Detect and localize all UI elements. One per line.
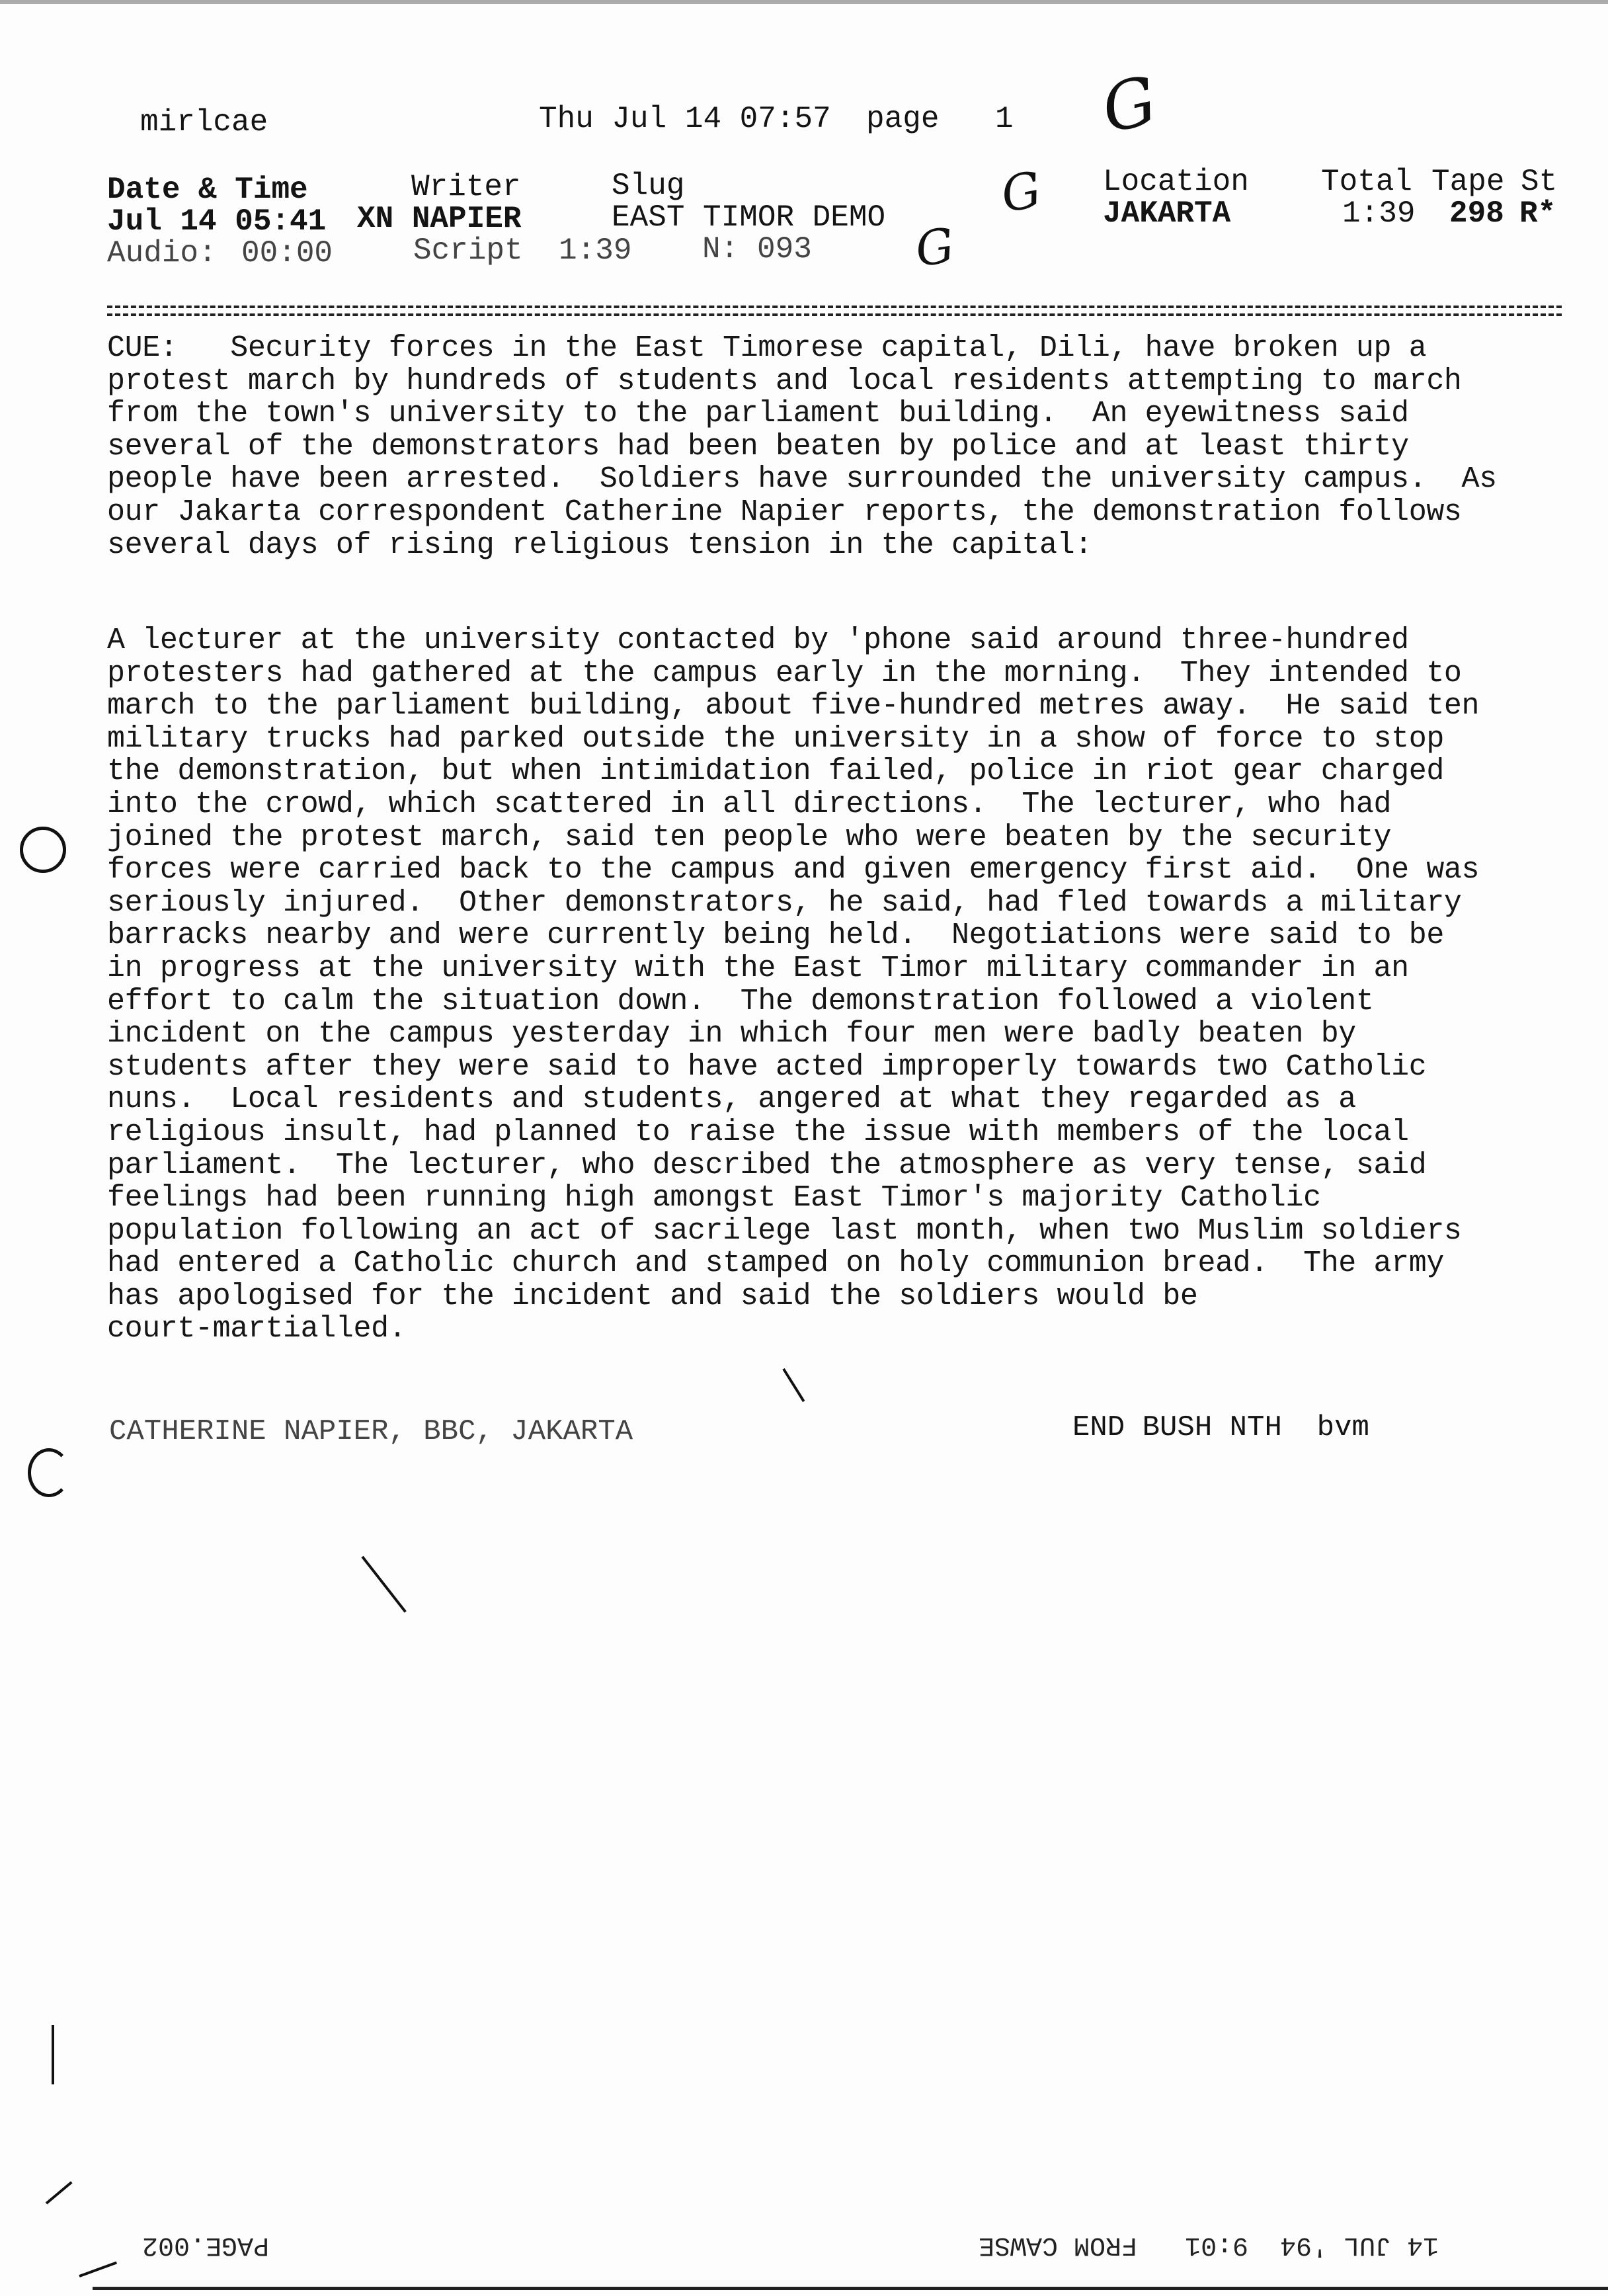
- story-line: the demonstration, but when intimidation failed, police in riot gear charged: [107, 755, 1444, 789]
- story-line: parliament. The lecturer, who described the atmosphere as very tense, said: [107, 1148, 1427, 1182]
- date-time-value: Jul 14 05:41: [107, 204, 327, 239]
- story-line: had entered a Catholic church and stamped on holy communion bread. The army: [107, 1247, 1444, 1281]
- cue-block: [107, 332, 1555, 561]
- st-value: R*: [1519, 196, 1556, 231]
- story-line: in progress at the university with the East Timor military commander in an: [107, 951, 1409, 985]
- fax-page-inverted: PAGE.002: [142, 2230, 270, 2260]
- cue-line-1: CUE: Security forces in the East Timorese capital, Dili, have broken up a: [107, 331, 1427, 365]
- story-line: nuns. Local residents and students, angered at what they regarded as a: [107, 1083, 1356, 1117]
- scan-edge-bottom: [93, 2287, 1608, 2290]
- location-label: Location: [1103, 165, 1249, 199]
- handwritten-initials-1: G: [1095, 61, 1164, 149]
- total-label: Total: [1321, 165, 1413, 199]
- story-line: joined the protest march, said ten people who were beaten by the security: [107, 820, 1392, 854]
- binder-hole: [28, 1448, 70, 1497]
- scan-mark: [52, 2025, 54, 2084]
- page-label: page: [866, 102, 940, 136]
- writer-label: Writer: [411, 170, 521, 204]
- st-label: St: [1521, 165, 1558, 199]
- story-line: military trucks had parked outside the university in a show of force to stop: [107, 721, 1444, 756]
- cue-line-2: protest march by hundreds of students and local residents attempting to march: [107, 364, 1462, 398]
- date-time-label: Date & Time: [107, 173, 308, 207]
- story-line: seriously injured. Other demonstrators, he said, had fled towards a military: [107, 885, 1462, 920]
- slug-label: Slug: [612, 169, 685, 203]
- audio-label: Audio:: [107, 236, 217, 270]
- story-line: court-martialled.: [107, 1312, 407, 1346]
- scan-mark: [46, 2181, 73, 2204]
- tape-value: 298: [1449, 196, 1504, 231]
- cue-line-4: several of the demonstrators had been beaten by police and at least thirty: [107, 429, 1409, 464]
- cue-label: CUE:: [107, 331, 178, 365]
- handwritten-initials-3: G: [912, 217, 958, 278]
- story-line: has apologised for the incident and said the soldiers would be: [107, 1279, 1198, 1313]
- system-id: mirlcae: [140, 105, 268, 140]
- story-line: effort to calm the situation down. The demonstration followed a violent: [107, 984, 1374, 1018]
- writer-value: XN NAPIER: [357, 202, 522, 236]
- story-line: forces were carried back to the campus and given emergency first aid. One was: [107, 853, 1480, 887]
- story-block: [107, 624, 1555, 1346]
- pen-stroke: [361, 1556, 406, 1613]
- story-line: feelings had been running high amongst East Timor's majority Catholic: [107, 1181, 1321, 1215]
- n-value: 093: [757, 232, 812, 266]
- scan-mark: [79, 2262, 117, 2277]
- story-line: A lecturer at the university contacted by 'phone said around three-hundred: [107, 624, 1409, 657]
- tape-label: Tape: [1431, 165, 1505, 199]
- page-number: 1: [995, 102, 1014, 136]
- audio-value: 00:00: [241, 236, 333, 270]
- separator-rule-top: [107, 306, 1562, 308]
- cue-line-5: people have been arrested. Soldiers have surrounded the university campus. As: [107, 462, 1497, 497]
- story-line: population following an act of sacrilege last month, when two Muslim soldiers: [107, 1213, 1462, 1248]
- story-line: into the crowd, which scattered in all directions. The lecturer, who had: [107, 787, 1392, 821]
- handwritten-initials-2: G: [996, 161, 1046, 224]
- script-value: 1:39: [559, 233, 632, 268]
- cue-line-6: our Jakarta correspondent Catherine Napier reports, the demonstration follows: [107, 495, 1462, 529]
- script-label: Script: [413, 233, 523, 268]
- n-label: N:: [702, 232, 739, 266]
- cue-line-3: from the town's university to the parliament building. An eyewitness said: [107, 397, 1409, 431]
- byline: CATHERINE NAPIER, BBC, JAKARTA: [109, 1415, 633, 1448]
- cue-line-7: several days of rising religious tension in the capital:: [107, 528, 1092, 562]
- total-value: 1:39: [1342, 196, 1416, 231]
- binder-hole: [20, 827, 66, 873]
- story-line: barracks nearby and were currently being held. Negotiations were said to be: [107, 919, 1444, 953]
- story-line: protesters had gathered at the campus early in the morning. They intended to: [107, 656, 1462, 690]
- separator-rule-bottom: [107, 313, 1562, 316]
- story-line: march to the parliament building, about five-hundred metres away. He said ten: [107, 689, 1480, 723]
- story-line: students after they were said to have acted improperly towards two Catholic: [107, 1049, 1427, 1084]
- fax-header-inverted: 14 JUL '94 9:01 FROM CAWSE: [979, 2230, 1439, 2260]
- print-timestamp: Thu Jul 14 07:57: [539, 102, 831, 136]
- story-line: incident on the campus yesterday in which four men were badly beaten by: [107, 1017, 1356, 1051]
- end-marker: END BUSH NTH bvm: [1072, 1411, 1369, 1444]
- slug-value: EAST TIMOR DEMO: [612, 200, 886, 235]
- story-line: religious insult, had planned to raise the issue with members of the local: [107, 1115, 1409, 1149]
- location-value: JAKARTA: [1103, 196, 1231, 231]
- pen-stroke: [782, 1368, 805, 1402]
- scan-edge-top: [0, 0, 1608, 4]
